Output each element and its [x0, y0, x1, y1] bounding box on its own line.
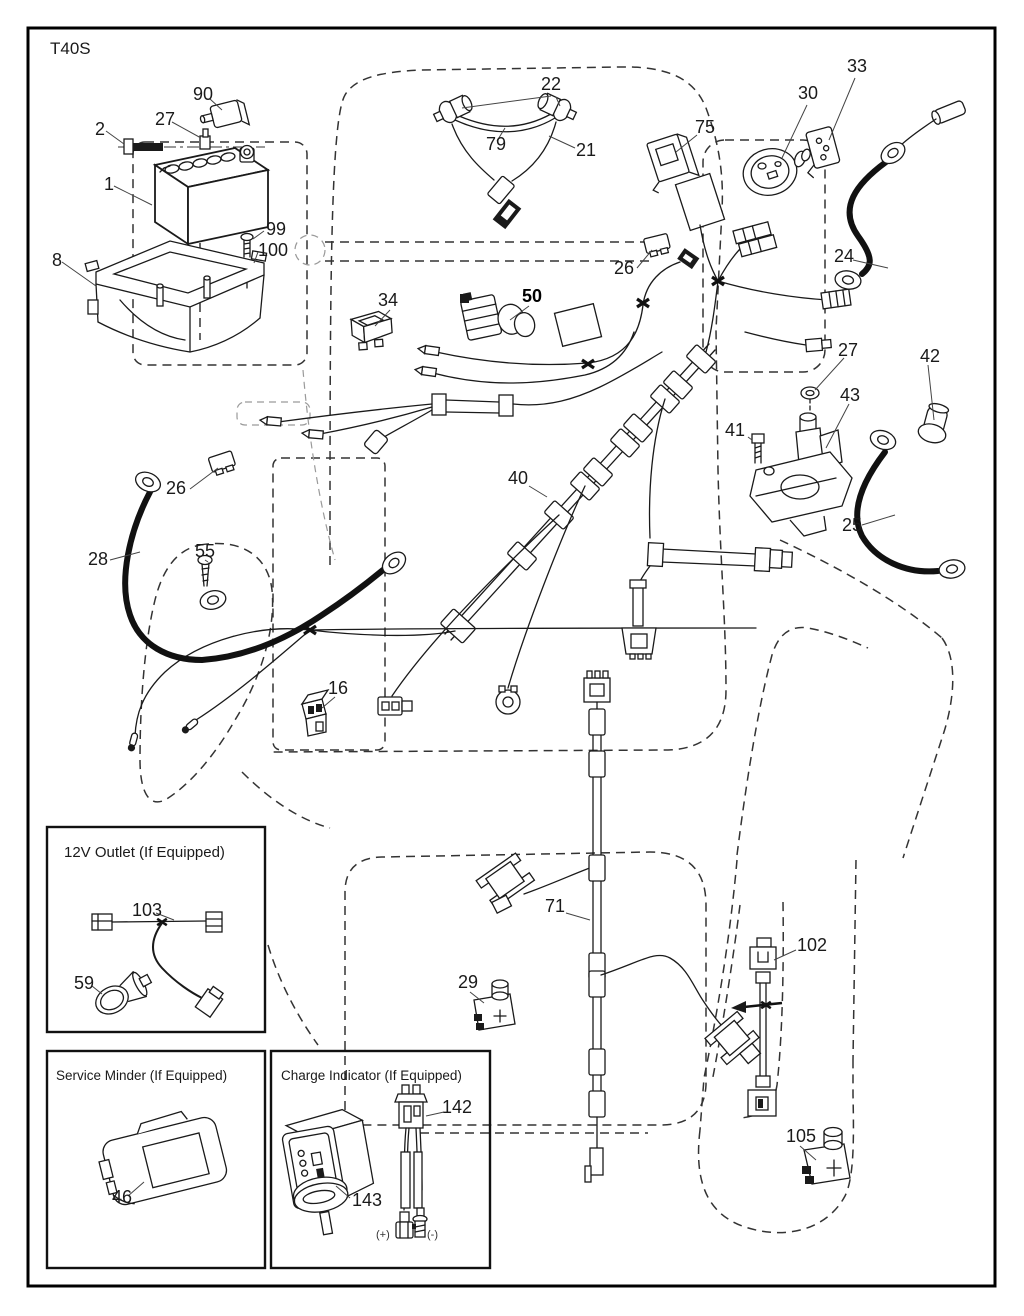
ignition-switch-30: [738, 143, 812, 201]
diagram-title: T40S: [50, 39, 91, 58]
label-71: 71: [545, 896, 566, 916]
label-142: 142: [442, 1097, 473, 1117]
label-29: 29: [458, 972, 479, 992]
label-103: 103: [132, 900, 163, 920]
battery-tray: [85, 241, 266, 352]
headlight-socket-right: [535, 89, 580, 125]
label-55: 55: [195, 541, 216, 561]
harness-71: [475, 671, 767, 1182]
switch-34: [351, 311, 393, 351]
label-102: 102: [797, 935, 828, 955]
label-41: 41: [725, 420, 746, 440]
label-143: 143: [352, 1190, 383, 1210]
terminal-positive: [396, 1212, 413, 1238]
label-59: 59: [74, 973, 95, 993]
inset-service-minder: [47, 1051, 265, 1268]
label-27b: 27: [838, 340, 859, 360]
connector-2pin: [378, 697, 412, 715]
connector-16: [302, 690, 328, 736]
ground-cable-25: [857, 427, 966, 580]
label-24: 24: [834, 246, 855, 266]
terminal-negative: [412, 1208, 427, 1237]
battery: [155, 146, 268, 245]
connector-round: [496, 686, 520, 714]
screw-55: [198, 556, 228, 613]
label-40: 40: [508, 468, 529, 488]
solenoid-29: [474, 980, 515, 1030]
label-75: 75: [695, 117, 716, 137]
label-16: 16: [328, 678, 349, 698]
inset-12v-outlet: [47, 827, 265, 1032]
headlight-socket-left: [431, 91, 476, 127]
fuse-26-upper: [643, 233, 671, 257]
label-22: 22: [541, 74, 562, 94]
label-100: 100: [258, 240, 289, 260]
label-33: 33: [847, 56, 868, 76]
label-26b: 26: [166, 478, 187, 498]
label-43: 43: [840, 385, 861, 405]
terminal-boot-42: [916, 401, 953, 446]
outlet-59: [90, 967, 156, 1020]
label-minus: (-): [427, 1229, 438, 1241]
headlight-harness: [431, 89, 580, 229]
connector-d: [821, 289, 851, 309]
connector-stack: [733, 221, 777, 257]
connector-upper-left: [475, 853, 539, 915]
label-105: 105: [786, 1126, 817, 1146]
label-8: 8: [52, 250, 63, 270]
label-26a: 26: [614, 258, 635, 278]
label-42: 42: [920, 346, 941, 366]
label-27a: 27: [155, 109, 176, 129]
charge-wire-142: [395, 1085, 427, 1238]
label-79: 79: [486, 134, 507, 154]
label-28: 28: [88, 549, 109, 569]
label-50: 50: [522, 286, 543, 306]
label-1: 1: [104, 174, 115, 194]
harness-tag: [493, 199, 522, 229]
charge-gauge-143: [279, 1106, 381, 1238]
label-90: 90: [193, 84, 214, 104]
decal-plate: [675, 174, 724, 231]
starter-solenoid-43: [750, 387, 852, 536]
bolt-41: [752, 434, 764, 463]
connector-71-top: [584, 671, 610, 702]
battery-bolt: [124, 139, 133, 154]
battery-assembly: [85, 98, 268, 352]
label-99: 99: [266, 219, 287, 239]
label-2: 2: [95, 119, 106, 139]
flange-connector: [622, 628, 656, 659]
headlight-connector: [487, 176, 515, 205]
connector-branch-right: [705, 1011, 767, 1074]
label-46: 46: [112, 1187, 133, 1207]
label-25: 25: [842, 515, 863, 535]
label-21: 21: [576, 140, 597, 160]
inset-outlet-title: 12V Outlet (If Equipped): [64, 844, 225, 861]
inset-service-title: Service Minder (If Equipped): [56, 1068, 228, 1083]
label-plus: (+): [376, 1229, 390, 1241]
label-34: 34: [378, 290, 399, 310]
inset-charge-title: Charge Indicator (If Equipped): [281, 1068, 462, 1083]
decal-plate-2: [554, 304, 601, 347]
label-30: 30: [798, 83, 819, 103]
battery-clamp: [200, 136, 210, 149]
